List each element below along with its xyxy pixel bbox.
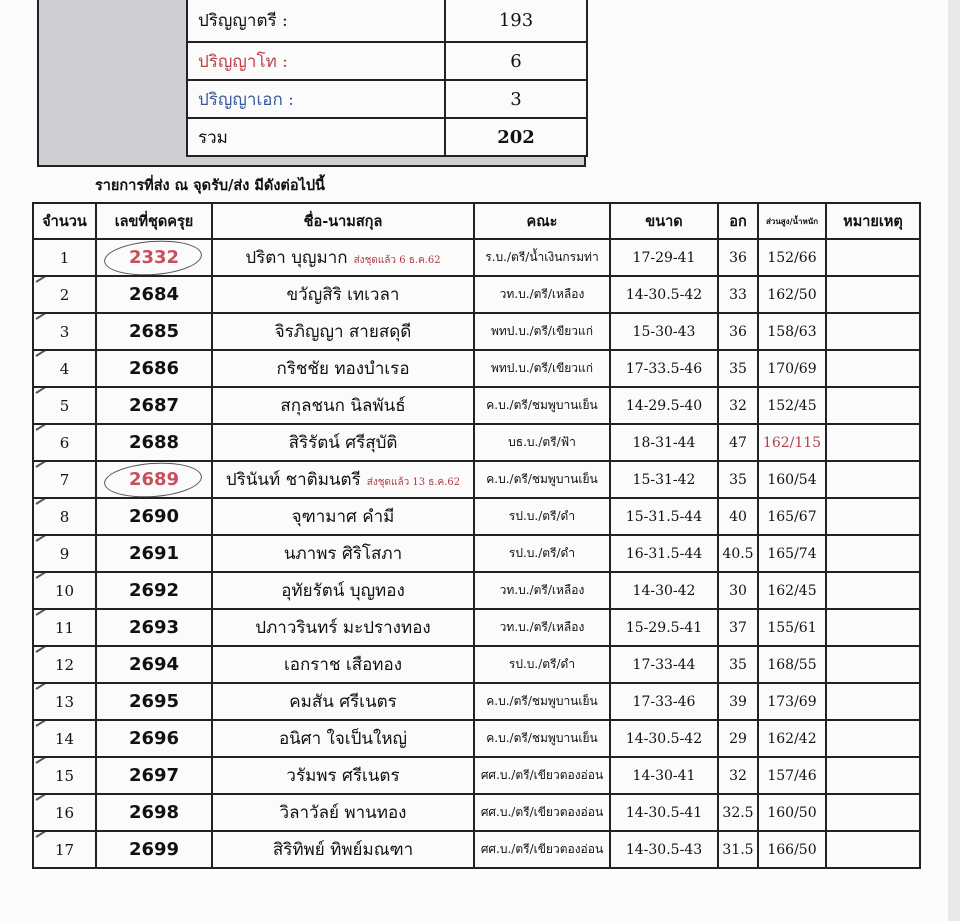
gown-size: 14-30.5-42: [610, 720, 718, 757]
student-name-text: นภาพร ศิริโสภา: [283, 544, 403, 564]
table-row: [33, 831, 920, 868]
note: [826, 794, 920, 831]
note: [826, 757, 920, 794]
student-name: [212, 424, 474, 461]
header-size: ขนาด: [610, 203, 718, 239]
faculty: ค.บ./ตรี/ชมพูบานเย็น: [474, 387, 610, 424]
summary-value: 3: [445, 80, 587, 118]
row-number: [33, 424, 96, 461]
height-weight: 162/115: [758, 424, 826, 461]
row-number-text: 6: [59, 433, 70, 452]
student-name: [212, 387, 474, 424]
row-number: [33, 794, 96, 831]
gown-code: [96, 831, 212, 868]
faculty: ร.บ./ตรี/น้ำเงินกรมท่า: [474, 239, 610, 276]
student-name-text: วิลาวัลย์ พานทอง: [279, 803, 407, 823]
gown-size: 16-31.5-44: [610, 535, 718, 572]
gown-code-circled: [129, 469, 179, 490]
row-number: [33, 276, 96, 313]
chest-size: 36: [718, 313, 758, 350]
chest-size: 35: [718, 461, 758, 498]
gown-code: [96, 683, 212, 720]
row-number: [33, 313, 96, 350]
row-number-text: 3: [59, 322, 70, 341]
note: [826, 239, 920, 276]
check-mark: [35, 572, 60, 579]
gown-code-text: 2692: [128, 580, 180, 601]
gown-size: 17-29-41: [610, 239, 718, 276]
height-weight: 157/46: [758, 757, 826, 794]
gown-size: 14-29.5-40: [610, 387, 718, 424]
gown-code: [96, 794, 212, 831]
pen-circle: [103, 239, 203, 276]
gown-code: [96, 424, 212, 461]
gown-code-text: 2687: [128, 395, 180, 416]
table-row: [33, 350, 920, 387]
student-name: [212, 757, 474, 794]
gown-code-text: 2685: [128, 321, 180, 342]
faculty: ศศ.บ./ตรี/เขียวตองอ่อน: [474, 831, 610, 868]
height-weight: 155/61: [758, 609, 826, 646]
gown-code: [96, 535, 212, 572]
height-weight: 160/50: [758, 794, 826, 831]
student-name: [212, 313, 474, 350]
chest-size: 32: [718, 387, 758, 424]
summary-label: ปริญญาตรี :: [187, 0, 445, 42]
gown-code-text: 2696: [128, 728, 180, 749]
gown-code: [96, 461, 212, 498]
chest-size: 29: [718, 720, 758, 757]
row-number: [33, 720, 96, 757]
student-name: [212, 720, 474, 757]
row-number: [33, 831, 96, 868]
table-row: [33, 498, 920, 535]
summary-value: 6: [445, 42, 587, 80]
height-weight: 152/45: [758, 387, 826, 424]
gown-code-text: 2693: [128, 617, 180, 638]
check-mark: [35, 350, 60, 357]
garment-table: [32, 202, 921, 869]
note: [826, 609, 920, 646]
chest-size: 35: [718, 646, 758, 683]
gown-size: 17-33.5-46: [610, 350, 718, 387]
row-number: [33, 646, 96, 683]
student-name: [212, 350, 474, 387]
gown-size: 15-31-42: [610, 461, 718, 498]
chest-size: 40.5: [718, 535, 758, 572]
chest-size: 31.5: [718, 831, 758, 868]
note: [826, 646, 920, 683]
delivery-remark: ส่งชุดแล้ว 13 ธ.ค.62: [366, 477, 461, 488]
faculty: ค.บ./ตรี/ชมพูบานเย็น: [474, 683, 610, 720]
height-weight: 162/50: [758, 276, 826, 313]
note: [826, 831, 920, 868]
gown-code-text: 2686: [128, 358, 180, 379]
student-name: [212, 276, 474, 313]
faculty: รป.บ./ตรี/ดำ: [474, 646, 610, 683]
student-name-text: ขวัญสิริ เทเวลา: [286, 285, 400, 305]
row-number-text: 13: [54, 692, 75, 711]
chest-size: 37: [718, 609, 758, 646]
note: [826, 461, 920, 498]
delivery-remark: ส่งชุดแล้ว 6 ธ.ค.62: [353, 255, 441, 266]
student-name: [212, 461, 474, 498]
chest-size: 35: [718, 350, 758, 387]
row-number-text: 12: [54, 655, 75, 674]
row-number-text: 14: [54, 729, 75, 748]
gown-size: 15-30-43: [610, 313, 718, 350]
student-name-text: เอกราช เสือทอง: [283, 655, 403, 675]
student-name: [212, 572, 474, 609]
table-row: [33, 461, 920, 498]
student-name-text: วรัมพร ศรีเนตร: [286, 766, 400, 786]
check-mark: [35, 683, 60, 690]
table-row: [33, 720, 920, 757]
height-weight: 158/63: [758, 313, 826, 350]
gown-code: [96, 720, 212, 757]
faculty: ค.บ./ตรี/ชมพูบานเย็น: [474, 461, 610, 498]
gown-size: 15-29.5-41: [610, 609, 718, 646]
header-faculty: คณะ: [474, 203, 610, 239]
student-name-text: ปภาวรินทร์ มะปรางทอง: [255, 618, 431, 638]
gown-code: [96, 276, 212, 313]
row-number-text: 10: [54, 581, 75, 600]
table-row: [33, 424, 920, 461]
check-mark: [35, 498, 60, 505]
table-row: [33, 757, 920, 794]
header-no: จำนวน: [33, 203, 96, 239]
gown-code-text: 2332: [128, 247, 180, 268]
height-weight: 168/55: [758, 646, 826, 683]
row-number-text: 8: [59, 507, 70, 526]
check-mark: [35, 720, 60, 727]
summary-value: 202: [445, 118, 587, 156]
table-row: [33, 794, 920, 831]
chest-size: 30: [718, 572, 758, 609]
row-number: [33, 535, 96, 572]
table-row: [33, 239, 920, 276]
row-number: [33, 498, 96, 535]
chest-size: 47: [718, 424, 758, 461]
faculty: รป.บ./ตรี/ดำ: [474, 498, 610, 535]
note: [826, 683, 920, 720]
table-row: [33, 387, 920, 424]
note: [826, 572, 920, 609]
gown-code-text: 2695: [128, 691, 180, 712]
table-row: [33, 276, 920, 313]
note: [826, 350, 920, 387]
student-name-text: จุฑามาศ คำมี: [291, 507, 395, 527]
gown-code-text: 2699: [128, 839, 180, 860]
row-number-text: 2: [59, 285, 70, 304]
summary-label: ปริญญาเอก :: [187, 80, 445, 118]
check-mark: [35, 313, 60, 320]
gown-size: 17-33-46: [610, 683, 718, 720]
gown-code: [96, 239, 212, 276]
gown-size: 14-30-42: [610, 572, 718, 609]
summary-row: [187, 118, 587, 156]
header-code: เลขที่ชุดครุย: [96, 203, 212, 239]
gown-code-text: 2691: [128, 543, 180, 564]
row-number-text: 17: [54, 840, 75, 859]
height-weight: 165/67: [758, 498, 826, 535]
header-chest: อก: [718, 203, 758, 239]
table-row: [33, 683, 920, 720]
note: [826, 535, 920, 572]
row-number-text: 11: [54, 618, 75, 637]
gown-code-text: 2694: [128, 654, 180, 675]
table-row: [33, 313, 920, 350]
gown-code-text: 2688: [128, 432, 180, 453]
row-number-text: 9: [59, 544, 70, 563]
table-row: [33, 572, 920, 609]
student-name-text: อุทัยรัตน์ บุญทอง: [281, 581, 405, 601]
header-height-weight: ส่วนสูง/น้ำหนัก: [758, 203, 826, 239]
summary-label: รวม: [187, 118, 445, 156]
row-number: [33, 461, 96, 498]
student-name-text: อนิศา ใจเป็นใหญ่: [278, 729, 408, 749]
pen-circle: [103, 461, 203, 498]
gown-size: 14-30.5-43: [610, 831, 718, 868]
gown-size: 14-30.5-41: [610, 794, 718, 831]
check-mark: [35, 461, 60, 468]
gown-code: [96, 387, 212, 424]
student-name-text: สิริทิพย์ ทิพย์มณฑา: [272, 840, 414, 860]
chest-size: 32.5: [718, 794, 758, 831]
check-mark: [35, 757, 60, 764]
student-name-text: คมสัน ศรีเนตร: [289, 692, 397, 712]
student-name: [212, 498, 474, 535]
summary-row: [187, 42, 587, 80]
note: [826, 313, 920, 350]
height-weight: 165/74: [758, 535, 826, 572]
student-name: [212, 239, 474, 276]
chest-size: 40: [718, 498, 758, 535]
faculty: ศศ.บ./ตรี/เขียวตองอ่อน: [474, 794, 610, 831]
row-number: [33, 683, 96, 720]
gown-code-text: 2690: [128, 506, 180, 527]
student-name: [212, 831, 474, 868]
note: [826, 387, 920, 424]
row-number: [33, 239, 96, 276]
gown-code-text: 2684: [128, 284, 180, 305]
table-row: [33, 535, 920, 572]
check-mark: [35, 276, 60, 283]
height-weight: 152/66: [758, 239, 826, 276]
gown-size: 15-31.5-44: [610, 498, 718, 535]
check-mark: [35, 794, 60, 801]
height-weight: 173/69: [758, 683, 826, 720]
header-name: ชื่อ-นามสกุล: [212, 203, 474, 239]
check-mark: [35, 424, 60, 431]
student-name-text: ปริตา บุญมาก: [245, 248, 348, 268]
row-number-text: 16: [54, 803, 75, 822]
student-name-text: สกุลชนก นิลพันธ์: [280, 396, 406, 416]
row-number: [33, 350, 96, 387]
faculty: รป.บ./ตรี/ดำ: [474, 535, 610, 572]
student-name-text: จิรภิญญา สายสดุดี: [274, 322, 412, 342]
faculty: บธ.บ./ตรี/ฟ้า: [474, 424, 610, 461]
row-number-text: 4: [59, 359, 70, 378]
table-row: [33, 609, 920, 646]
height-weight: 162/45: [758, 572, 826, 609]
chest-size: 39: [718, 683, 758, 720]
check-mark: [35, 609, 60, 616]
row-number-text: 5: [59, 396, 70, 415]
student-name: [212, 609, 474, 646]
gown-code: [96, 646, 212, 683]
gown-code: [96, 498, 212, 535]
page-edge: [948, 0, 960, 921]
header-note: หมายเหตุ: [826, 203, 920, 239]
row-number: [33, 609, 96, 646]
table-header-row: [33, 203, 920, 239]
list-caption: รายการที่ส่ง ณ จุดรับ/ส่ง มีดังต่อไปนี้: [95, 177, 325, 194]
check-mark: [35, 387, 60, 394]
student-name: [212, 794, 474, 831]
row-number: [33, 387, 96, 424]
note: [826, 424, 920, 461]
gown-code: [96, 757, 212, 794]
faculty: วท.บ./ตรี/เหลือง: [474, 572, 610, 609]
student-name-text: ปรินันท์ ชาติมนตรี: [225, 470, 361, 490]
gown-size: 17-33-44: [610, 646, 718, 683]
student-name: [212, 683, 474, 720]
row-number: [33, 572, 96, 609]
gown-code: [96, 572, 212, 609]
gown-size: 14-30.5-42: [610, 276, 718, 313]
row-number-text: 15: [54, 766, 75, 785]
height-weight: 170/69: [758, 350, 826, 387]
summary-row: [187, 0, 587, 42]
gown-size: 14-30-41: [610, 757, 718, 794]
note: [826, 498, 920, 535]
check-mark: [35, 831, 60, 838]
row-number-text: 7: [59, 470, 70, 489]
gown-code: [96, 350, 212, 387]
student-name: [212, 535, 474, 572]
height-weight: 162/42: [758, 720, 826, 757]
student-name-text: สิริรัตน์ ศรีสุบัติ: [288, 433, 398, 453]
faculty: วท.บ./ตรี/เหลือง: [474, 609, 610, 646]
faculty: ศศ.บ./ตรี/เขียวตองอ่อน: [474, 757, 610, 794]
gown-code-text: 2697: [128, 765, 180, 786]
height-weight: 166/50: [758, 831, 826, 868]
note: [826, 720, 920, 757]
height-weight: 160/54: [758, 461, 826, 498]
check-mark: [35, 535, 60, 542]
gown-code-text: 2698: [128, 802, 180, 823]
summary-value: 193: [445, 0, 587, 42]
summary-label: ปริญญาโท :: [187, 42, 445, 80]
gown-code-text: 2689: [128, 469, 180, 490]
faculty: พทป.บ./ตรี/เขียวแก่: [474, 313, 610, 350]
gown-code: [96, 313, 212, 350]
faculty: ค.บ./ตรี/ชมพูบานเย็น: [474, 720, 610, 757]
student-name-text: กริชชัย ทองบำเรอ: [276, 359, 410, 379]
summary-row: [187, 80, 587, 118]
note: [826, 276, 920, 313]
chest-size: 32: [718, 757, 758, 794]
faculty: วท.บ./ตรี/เหลือง: [474, 276, 610, 313]
chest-size: 36: [718, 239, 758, 276]
student-name: [212, 646, 474, 683]
summary-table: [186, 0, 588, 157]
row-number: [33, 757, 96, 794]
table-row: [33, 646, 920, 683]
chest-size: 33: [718, 276, 758, 313]
gown-code-circled: [129, 247, 179, 268]
gown-code: [96, 609, 212, 646]
row-number-text: 1: [59, 248, 70, 267]
faculty: พทป.บ./ตรี/เขียวแก่: [474, 350, 610, 387]
check-mark: [35, 646, 60, 653]
gown-size: 18-31-44: [610, 424, 718, 461]
